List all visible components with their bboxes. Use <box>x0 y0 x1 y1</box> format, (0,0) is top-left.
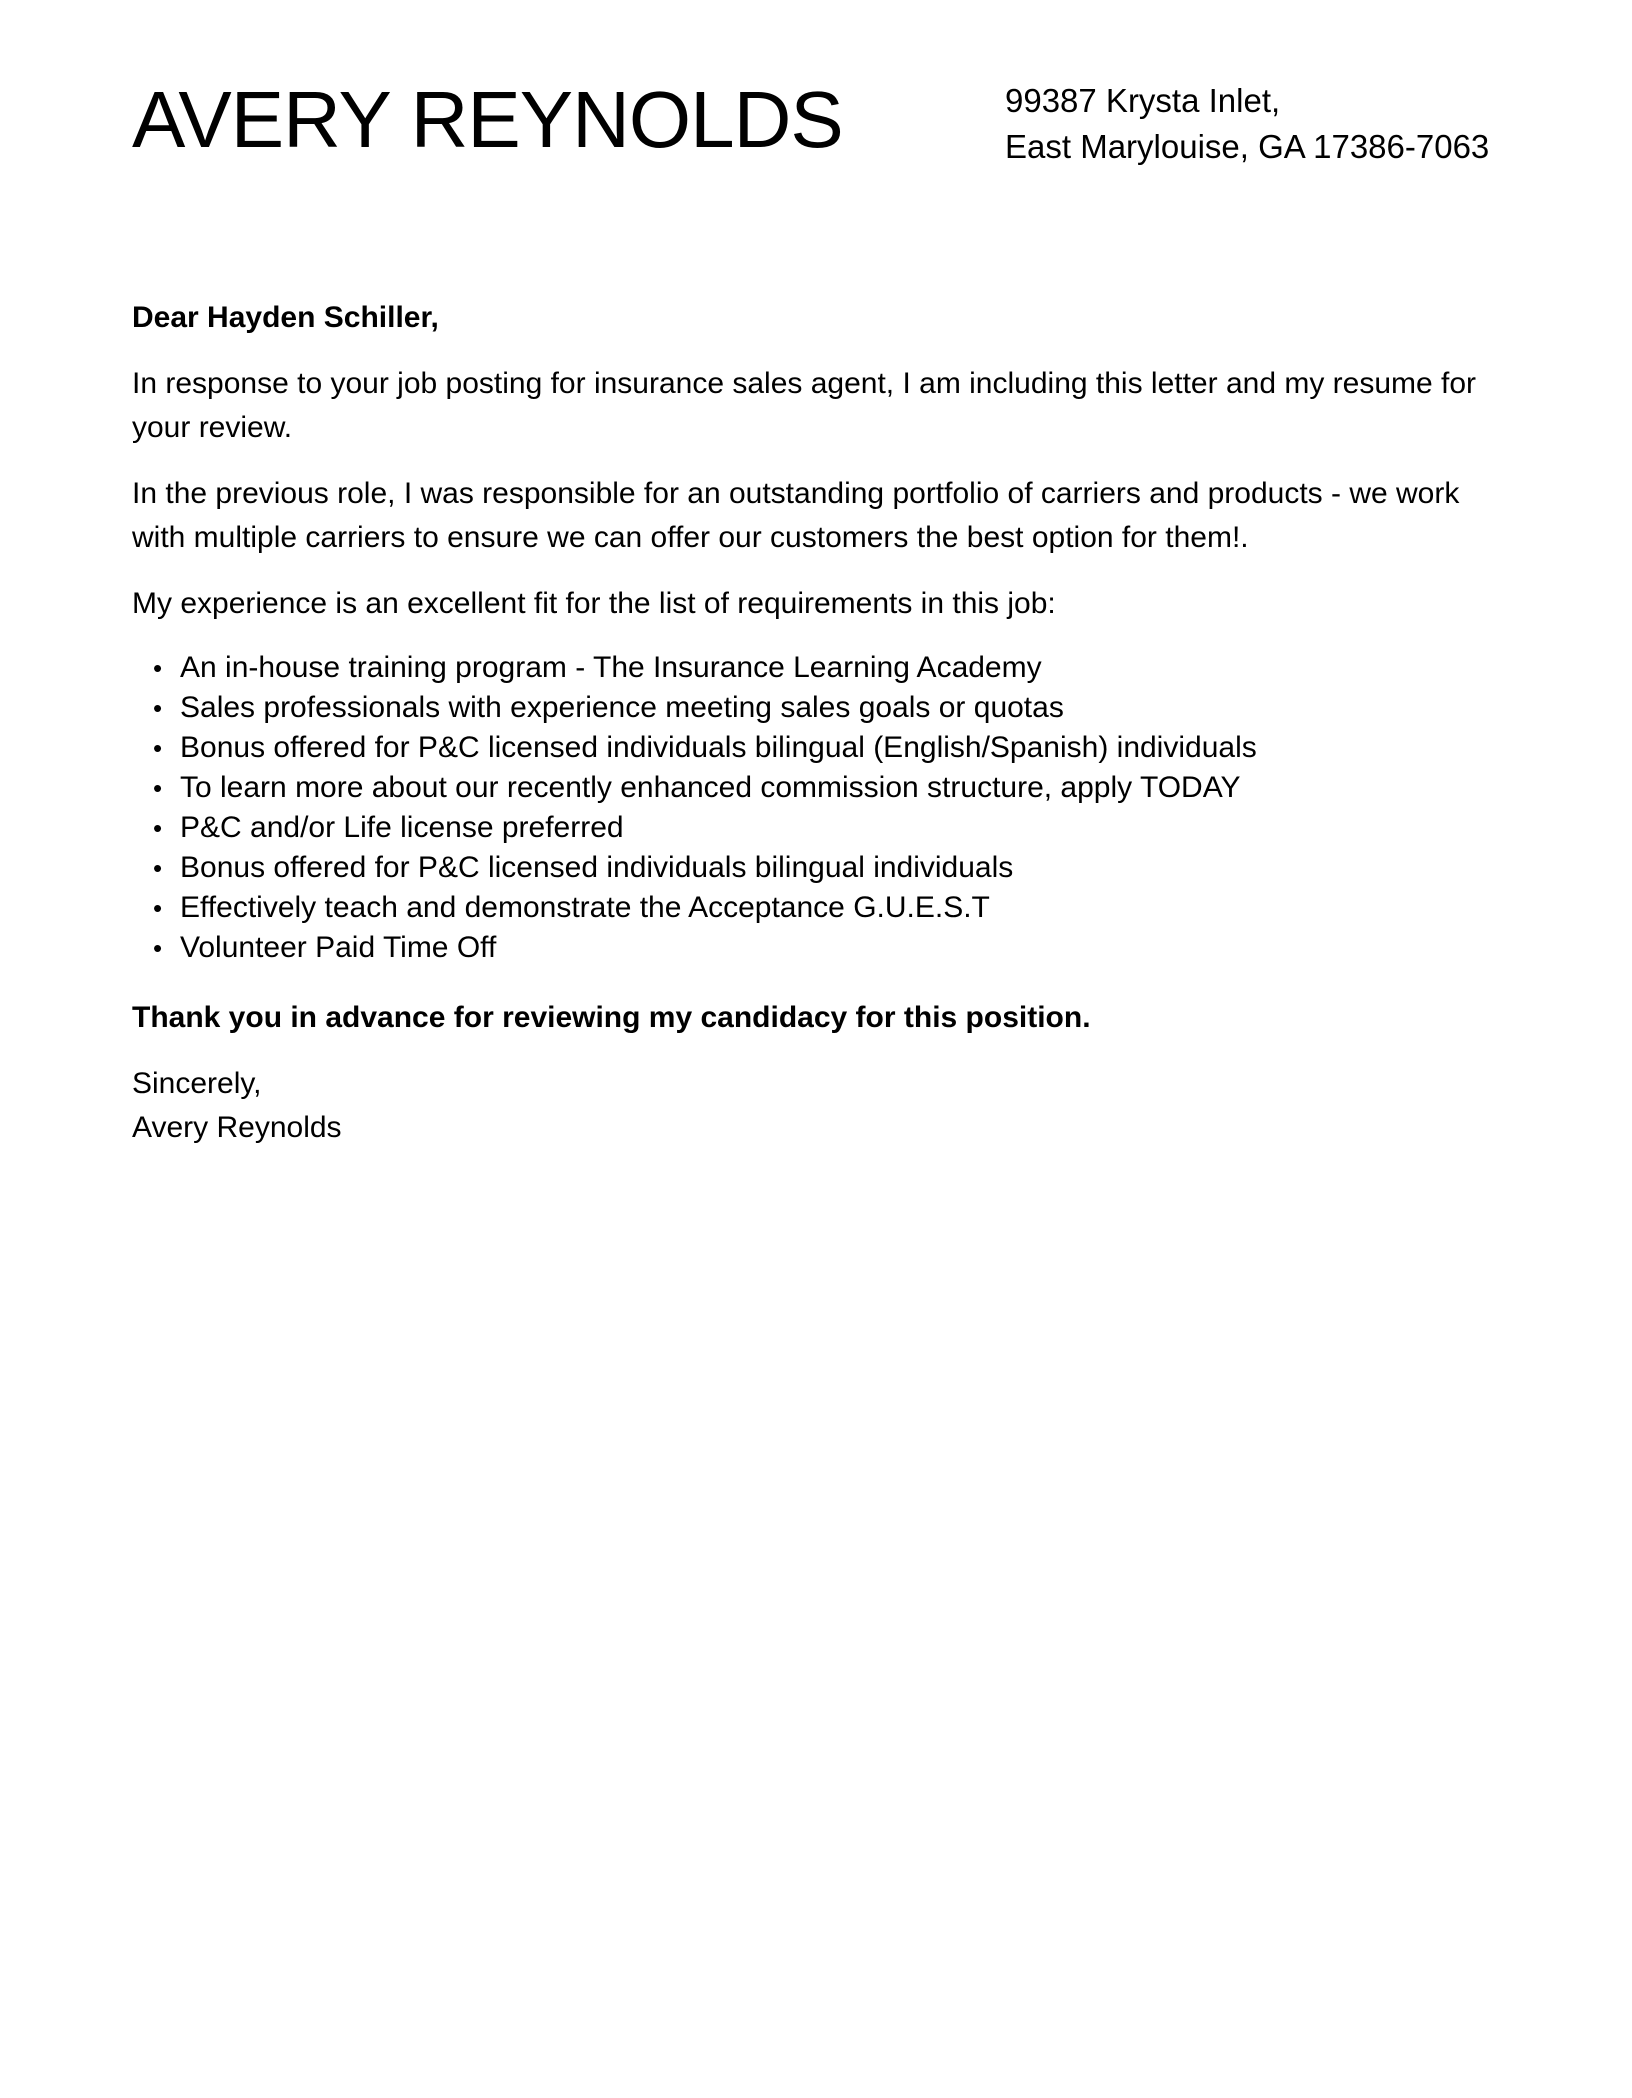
list-item-text: Effectively teach and demonstrate the Acceptance G.U.E.S.T <box>180 891 990 924</box>
address-line-1: 99387 Krysta Inlet, <box>1005 82 1281 119</box>
intro-paragraph: In response to your job posting for insurance sales agent, I am including this letter and my resume for your review. <box>132 367 1477 444</box>
bullet-icon: • <box>153 853 163 883</box>
list-item-text: Bonus offered for P&C licensed individuals bilingual (English/Spanish) individuals <box>180 731 1257 764</box>
list-item <box>153 928 1504 968</box>
requirements-intro: My experience is an excellent fit for the list of requirements in this job: <box>132 587 1056 620</box>
bullet-icon: • <box>153 933 163 963</box>
experience-paragraph: In the previous role, I was responsible for an outstanding portfolio of carriers and products - we work with multiple carriers to ensure we can offer our customers the best option for them!. <box>132 477 1460 554</box>
requirements-list <box>132 648 1504 968</box>
letter-body <box>132 296 1504 1150</box>
signoff-phrase: Sincerely, <box>132 1067 262 1100</box>
list-item <box>153 728 1504 768</box>
bullet-icon: • <box>153 893 163 923</box>
list-item-text: Bonus offered for P&C licensed individuals bilingual individuals <box>180 851 1014 884</box>
list-item <box>153 808 1504 848</box>
list-item-text: To learn more about our recently enhanced commission structure, apply TODAY <box>180 771 1241 804</box>
list-item-text: Volunteer Paid Time Off <box>180 931 497 964</box>
bullet-icon: • <box>153 813 163 843</box>
list-item <box>153 848 1504 888</box>
signoff <box>132 1062 1504 1150</box>
address-line-2: East Marylouise, GA 17386-7063 <box>1005 128 1490 165</box>
bullet-icon: • <box>153 773 163 803</box>
list-item <box>153 768 1504 808</box>
applicant-address <box>1005 78 1489 170</box>
list-item <box>153 688 1504 728</box>
applicant-name: AVERY REYNOLDS <box>132 75 843 164</box>
bullet-icon: • <box>153 653 163 683</box>
list-item-text: Sales professionals with experience meeting sales goals or quotas <box>180 691 1064 724</box>
signature-name: Avery Reynolds <box>132 1111 342 1144</box>
list-item-text: P&C and/or Life license preferred <box>180 811 624 844</box>
bullet-icon: • <box>153 733 163 763</box>
bullet-icon: • <box>153 693 163 723</box>
salutation: Dear Hayden Schiller, <box>132 301 439 334</box>
list-item-text: An in-house training program - The Insurance Learning Academy <box>180 651 1042 684</box>
list-item <box>153 888 1504 928</box>
closing-statement: Thank you in advance for reviewing my candidacy for this position. <box>132 1001 1091 1034</box>
list-item <box>153 648 1504 688</box>
